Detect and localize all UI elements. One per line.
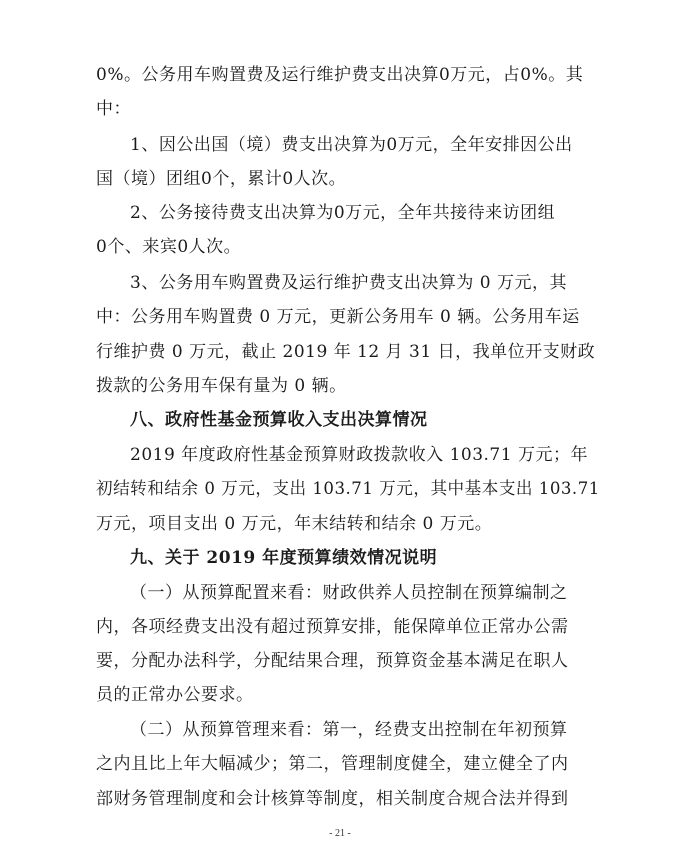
- body-text-line: 初结转和结余 0 万元，支出 103.71 万元，其中基本支出 103.71: [96, 479, 600, 499]
- body-text-line: 要，分配办法科学，分配结果合理，预算资金基本满足在职人: [96, 651, 569, 671]
- body-text-line: （二）从预算管理来看：第一，经费支出控制在年初预算: [130, 720, 568, 740]
- body-text-line: 部财务管理制度和会计核算等制度，相关制度合规合法并得到: [96, 789, 569, 809]
- body-text-line: 中：公务用车购置费 0 万元，更新公务用车 0 辆。公务用车运: [96, 307, 580, 327]
- body-text-line: 3、公务用车购置费及运行维护费支出决算为 0 万元，其: [130, 273, 567, 293]
- body-text-line: 中：: [96, 99, 131, 119]
- body-text-line: 2、公务接待费支出决算为0万元，全年共接待来访团组: [130, 203, 556, 223]
- body-text-line: 行维护费 0 万元，截止 2019 年 12 月 31 日，我单位开支财政: [96, 342, 596, 362]
- body-text-line: 之内且比上年大幅减少；第二，管理制度健全，建立健全了内: [96, 754, 569, 774]
- body-text-line: 员的正常办公要求。: [96, 685, 254, 705]
- body-text-line: 0个、来宾0人次。: [96, 237, 242, 257]
- body-text-line: 万元，项目支出 0 万元，年末结转和结余 0 万元。: [96, 514, 493, 534]
- page-number: - 21 -: [329, 828, 351, 839]
- body-text-line: 1、因公出国（境）费支出决算为0万元，全年安排因公出: [130, 135, 573, 155]
- body-text-line: 内，各项经费支出没有超过预算安排，能保障单位正常办公需: [96, 617, 569, 637]
- body-text-line: 2019 年度政府性基金预算财政拨款收入 103.71 万元；年: [130, 445, 588, 465]
- body-text-line: （一）从预算配置来看：财政供养人员控制在预算编制之: [130, 583, 568, 603]
- body-text-line: 国（境）团组0个，累计0人次。: [96, 169, 347, 189]
- body-text-line: 拨款的公务用车保有量为 0 辆。: [96, 376, 347, 396]
- section-heading: 九、关于 2019 年度预算绩效情况说明: [130, 548, 438, 568]
- section-heading: 八、政府性基金预算收入支出决算情况: [130, 410, 428, 430]
- body-text-line: 0%。公务用车购置费及运行维护费支出决算0万元，占0%。其: [96, 65, 584, 85]
